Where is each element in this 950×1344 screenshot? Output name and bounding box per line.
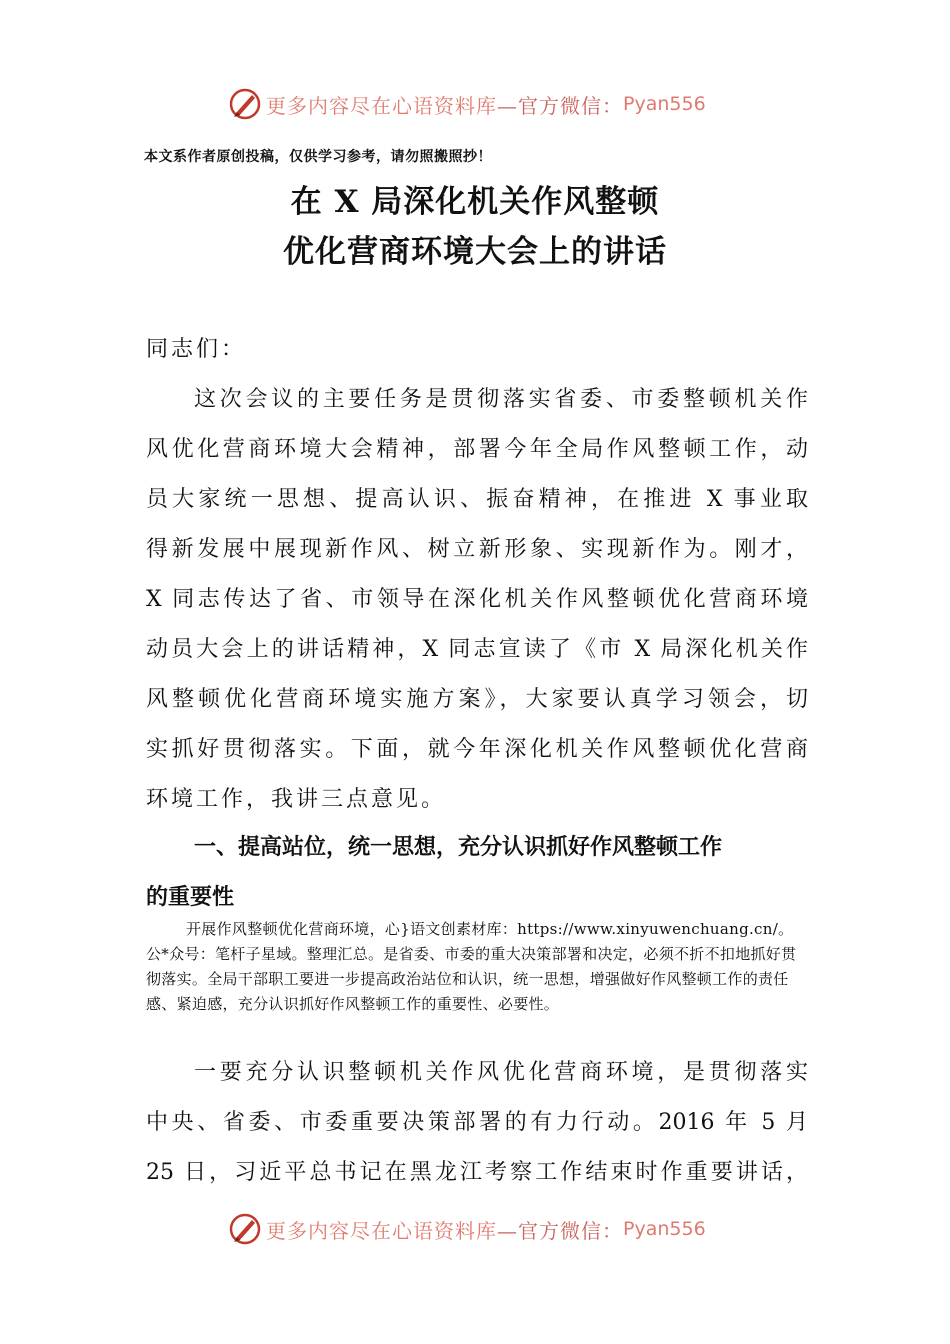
banner-brand-text: 更多内容尽在心语资料库 <box>266 93 497 118</box>
intro-line: 环境工作，我讲三点意见。 <box>146 787 447 812</box>
banner-sub-text: —官方微信： <box>497 93 623 118</box>
banner-sub-text: —官方微信： <box>497 1218 623 1243</box>
intro-line: 动员大会上的讲话精神，X 同志宣读了《市 X 局深化机关作 <box>146 637 808 662</box>
page-title-line-2: 优化营商环境大会上的讲话 <box>283 234 667 270</box>
intro-line: 员大家统一思想、提高认识、振奋精神，在推进 X 事业取 <box>146 487 808 512</box>
salutation: 同志们： <box>146 337 247 362</box>
point-line: 25 日，习近平总书记在黑龙江考察工作结束时作重要讲话， <box>146 1160 808 1185</box>
point-line: 中央、省委、市委重要决策部署的有力行动。2016 年 5 月 <box>146 1110 808 1135</box>
section-heading-line-2: 的重要性 <box>146 885 235 910</box>
intro-line: 风优化营商环境大会精神，部署今年全局作风整顿工作，动 <box>146 437 808 462</box>
pen-logo-icon <box>228 1212 262 1246</box>
point-line: 一要充分认识整顿机关作风优化营商环境，是贯彻落实 <box>194 1060 808 1085</box>
banner-wechat-id: Pyan556 <box>623 93 706 115</box>
intro-line: 得新发展中展现新作风、树立新形象、实现新作为。刚才， <box>146 537 808 562</box>
section-heading-line-1: 一、提高站位，统一思想，充分认识抓好作风整顿工作 <box>194 835 723 860</box>
copyright-notice: 本文系作者原创投稿，仅供学习参考，请勿照搬照抄！ <box>144 149 492 165</box>
page-title-line-1: 在 X 局深化机关作风整顿 <box>290 184 660 220</box>
intro-line: 风整顿优化营商环境实施方案》，大家要认真学习领会，切 <box>146 687 808 712</box>
section-paragraph: 开展作风整顿优化营商环境，心}语文创素材库：https://www.xinyuwenchuang.cn/。公*众号：笔杆子星域。整理汇总。是省委、市委的重大决策部署和决定，必须不折不扣地抓好贯彻落实。全局干部职工要进一步提高政治站位和认识，统一思想，增强做好作风整顿工作的责任感、紧迫感，充分认识抓好作风整顿工作的重要性、必要性。 <box>146 920 797 1013</box>
banner-brand-text: 更多内容尽在心语资料库 <box>266 1218 497 1243</box>
intro-line: 这次会议的主要任务是贯彻落实省委、市委整顿机关作 <box>194 387 808 412</box>
pen-logo-icon <box>228 87 262 121</box>
banner-wechat-id: Pyan556 <box>623 1218 706 1240</box>
intro-line: 实抓好贯彻落实。下面，就今年深化机关作风整顿优化营商 <box>146 737 808 762</box>
top-watermark-banner <box>228 84 748 124</box>
bottom-watermark-banner <box>228 1209 748 1249</box>
intro-line: X 同志传达了省、市领导在深化机关作风整顿优化营商环境 <box>146 587 808 612</box>
